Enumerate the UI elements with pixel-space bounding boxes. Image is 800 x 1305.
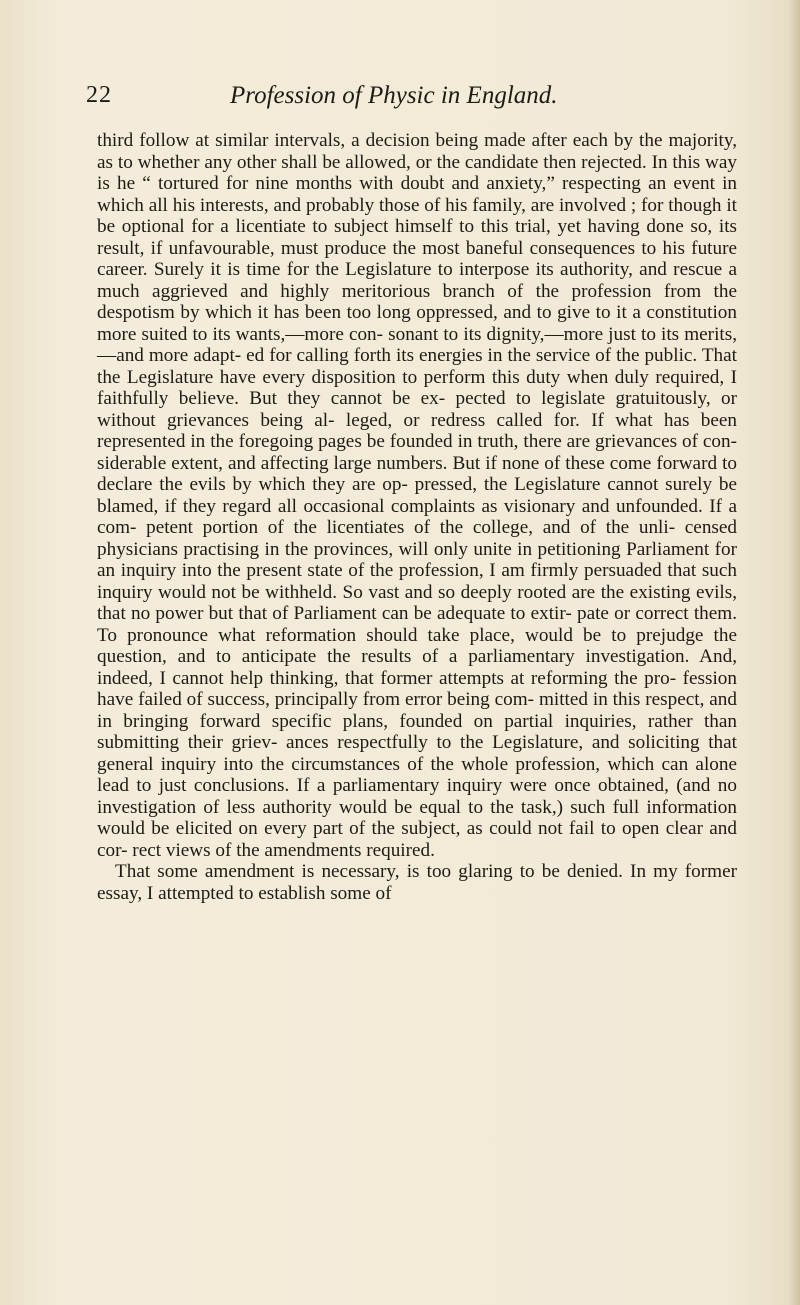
running-title: Profession of Physic in England. [230, 82, 558, 109]
page-header [86, 82, 746, 116]
paragraph: third follow at similar intervals, a decision being made after each by the majority, as to whether any other shall be allowed, or the candidate then rejected. In this way is he “ tortured for nine months with doubt and anxiety,” respecting an event in which all his interests, and probably those of his family, are involved ; for though it be optional for a licentiate to subject himself to this trial, yet having done so, its result, if unfavourable, must produce the most baneful consequences to his future career. Surely it is time for the Legislature to interpose its authority, and rescue a much aggrieved and highly meritorious branch of the profession from the despotism by which it has been too long oppressed, and to give to it a constitution more suited to its wants,—more con- sonant to its dignity,—more just to its merits,—and more adapt- ed for calling forth its energies in the service of the public. That the Legislature have every disposition to perform this duty when duly required, I faithfully believe. But they cannot be ex- pected to legislate gratuitously, or without grievances being al- leged, or redress called for. If what has been represented in the foregoing pages be founded in truth, there are grievances of con- siderable extent, and affecting large numbers. But if none of these come forward to declare the evils by which they are op- pressed, the Legislature cannot surely be blamed, if they regard all occasional complaints as visionary and unfounded. If a com- petent portion of the licentiates of the college, and of the unli- censed physicians practising in the provinces, will only unite in petitioning Parliament for an inquiry into the present state of the profession, I am firmly persuaded that such inquiry would not be withheld. So vast and so deeply rooted are the existing evils, that no power but that of Parliament can be adequate to extir- pate or correct them. To pronounce what reformation should take place, would be to prejudge the question, and to anticipate the results of a parliamentary investigation. And, indeed, I cannot help thinking, that former attempts at reforming the pro- fession have failed of success, principally from error being com- mitted in this respect, and in bringing forward specific plans, founded on partial inquiries, rather than submitting their griev- ances respectfully to the Legislature, and soliciting that general inquiry into the circumstances of the whole profession, which can alone lead to just conclusions. If a parliamentary inquiry were once obtained, (and no investigation of less authority would be equal to the task,) such full information would be elicited on every part of the subject, as could not fail to open clear and cor- rect views of the amendments required. [97, 130, 737, 861]
paragraph: That some amendment is necessary, is too glaring to be denied. In my former essay, I attempted to establish some of [97, 861, 737, 904]
page-edge-shadow [788, 0, 800, 1305]
page-number: 22 [86, 82, 112, 108]
body-text [97, 130, 737, 904]
